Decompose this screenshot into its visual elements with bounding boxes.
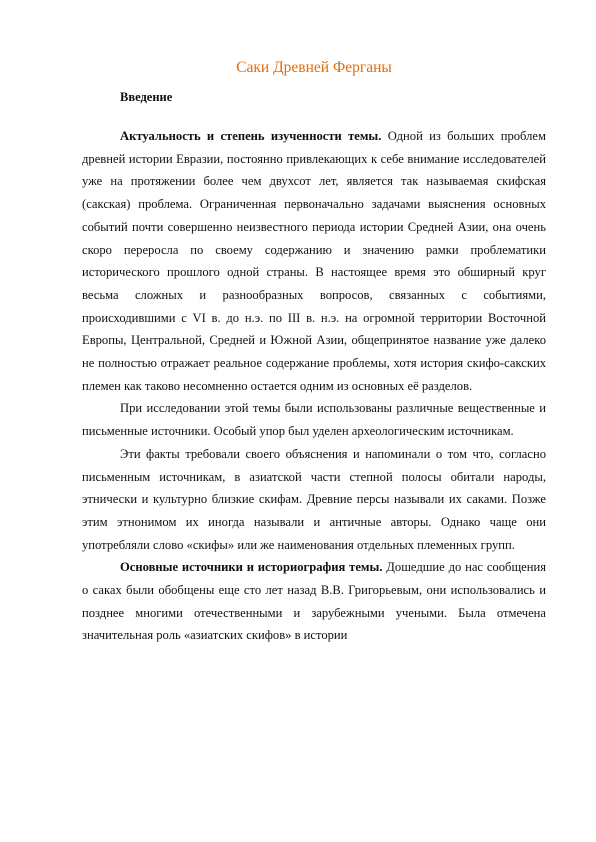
section-heading: Введение xyxy=(120,90,173,104)
document-body xyxy=(82,125,546,647)
paragraph-text: При исследовании этой темы были использованы различные вещественные и письменные источники. Особый упор был уделен археологическим источникам. xyxy=(82,401,546,439)
paragraph-sources-used xyxy=(82,397,546,442)
paragraph-lead: Основные источники и историография темы. xyxy=(120,560,383,575)
paragraph-lead: Актуальность и степень изученности темы. xyxy=(120,129,382,143)
paragraph-text: Эти факты требовали своего объяснения и напоминали о том что, согласно письменным источникам, в азиатской части степной полосы обитали народы, этнически и культурно близкие скифам. Древние персы называли их саками. Позже этим этнонимом их иногда называли и античные авторы. Однако чаще они употребляли слово «скифы» или же наименования отдельных племенных групп. xyxy=(82,446,546,552)
paragraph-historiography xyxy=(82,556,546,647)
paragraph-relevance xyxy=(82,125,546,397)
document-title: Саки Древней Ферганы xyxy=(236,59,392,76)
paragraph-facts xyxy=(82,443,546,557)
paragraph-text: Одной из больших проблем древней истории Евразии, постоянно привлекающих к себе внимание исследователей уже на протяжении более чем двухсот лет, является так называемая скифская (сакская) проблема. Ограниченная первоначально задачами выяснения основных событий почти совершенно неизвестного периода истории Средней Азии, она очень скоро переросла по своему содержанию и значению рамки проблематики исторического прошлого одной страны. В настоящее время это обширный круг весьма сложных и разнообразных вопросов, связанных с событиями, происходившими с VI в. до н.э. по III в. н.э. на огромной территории Восточной Европы, Центральной, Средней и Южной Азии, общепринятое название уже далеко не полностью отражает реальное содержание проблемы, хотя история скифо-сакских племен как таково несомненно остается одним из основных её разделов. xyxy=(82,129,546,393)
paragraph-text: Дошедшие до нас сообщения о саках были обобщены еще сто лет назад В.В. Григорьевым, они использовались и позднее многими отечественными и зарубежными учеными. Была отмечена значительная роль «азиатских скифов» в истории xyxy=(82,560,546,643)
